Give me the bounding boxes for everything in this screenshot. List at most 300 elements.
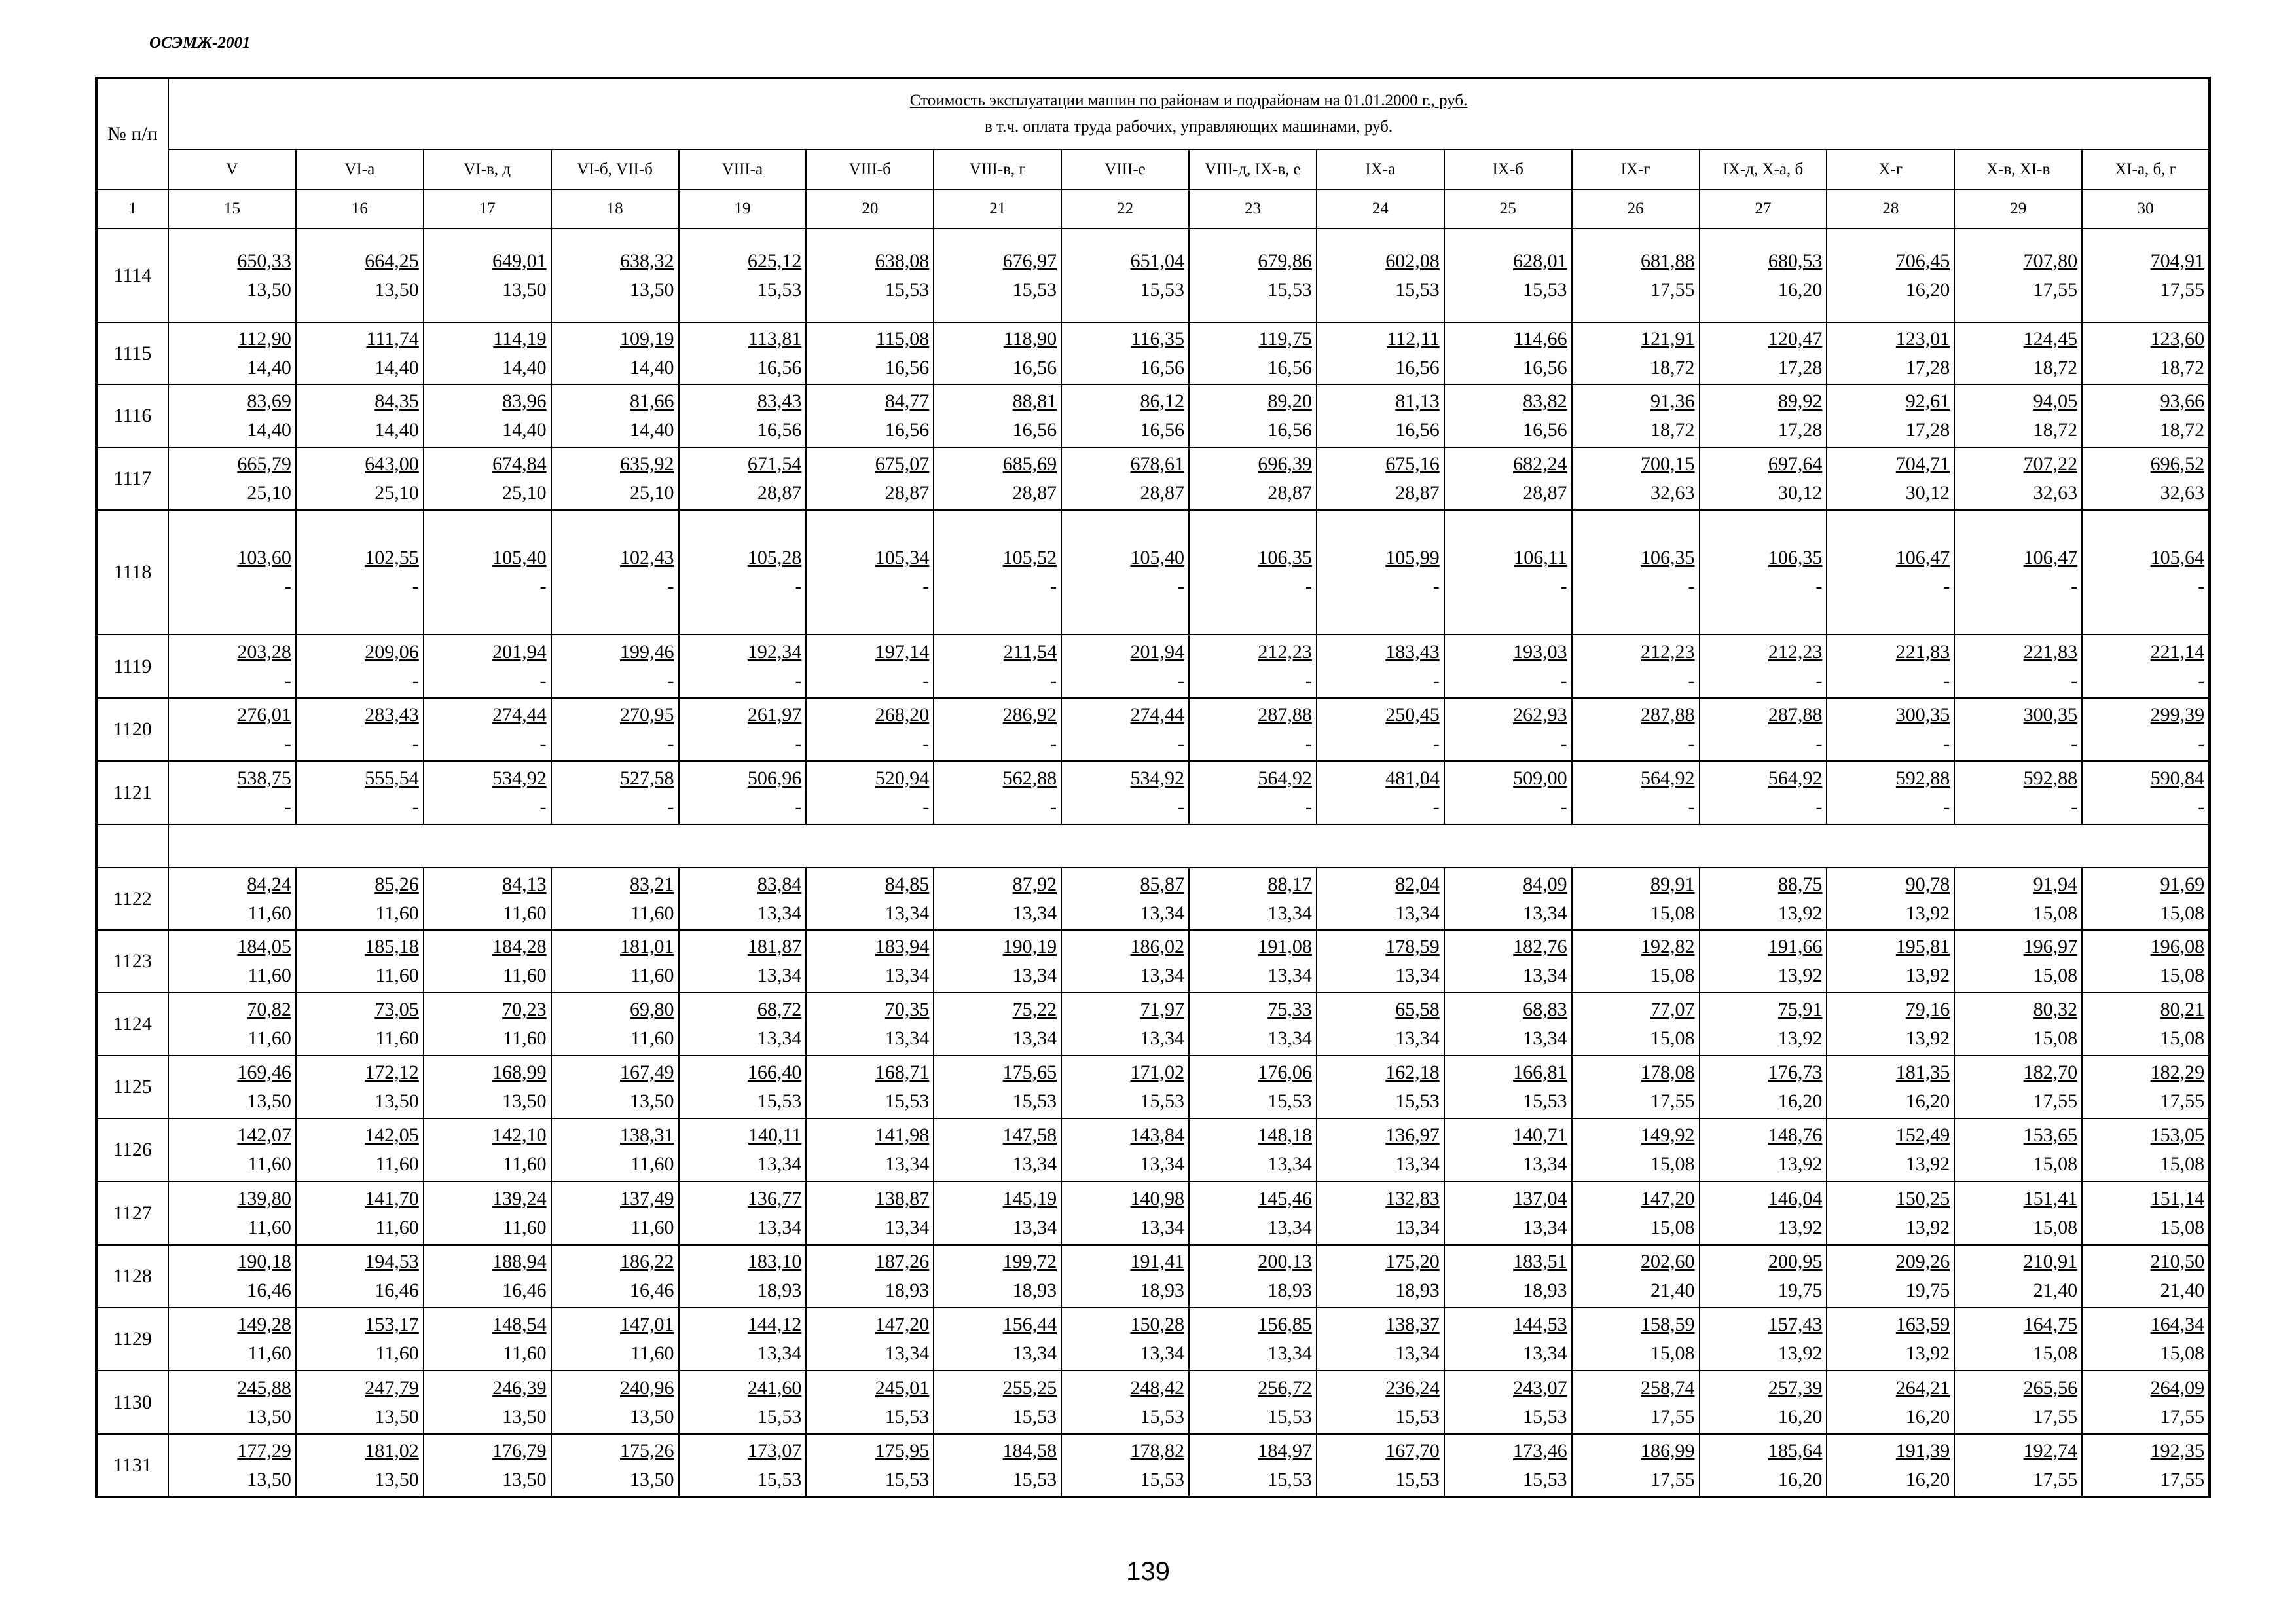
value-pair xyxy=(1955,1310,2081,1368)
column-number: 22 xyxy=(1061,189,1189,229)
value-cell xyxy=(1700,384,1827,447)
value-cell xyxy=(1061,1245,1189,1308)
labor-cost-value: 13,34 xyxy=(1267,1153,1312,1175)
value-cell xyxy=(679,1056,807,1118)
labor-cost-value: 11,60 xyxy=(630,1342,674,1364)
labor-cost-value: 13,34 xyxy=(1140,1153,1184,1175)
table-row xyxy=(96,384,2210,447)
value-pair xyxy=(424,387,551,445)
labor-cost-value: 21,40 xyxy=(2033,1280,2078,1301)
labor-cost-value: 15,53 xyxy=(1012,1468,1057,1490)
value-cell xyxy=(1317,930,1444,993)
value-cell xyxy=(1954,1181,2082,1245)
labor-cost-value: 18,72 xyxy=(1650,356,1695,378)
value-cell xyxy=(2082,1181,2210,1245)
labor-cost-value: 15,08 xyxy=(2033,1027,2078,1049)
machine-cost-value: 70,23 xyxy=(502,999,547,1020)
value-cell xyxy=(424,698,551,761)
labor-cost-value: 15,08 xyxy=(1650,965,1695,986)
value-cell xyxy=(679,698,807,761)
value-pair xyxy=(1062,1247,1188,1305)
value-cell xyxy=(806,1245,934,1308)
machine-cost-value: 300,35 xyxy=(2023,704,2078,726)
labor-cost-value: - xyxy=(667,576,674,597)
value-pair xyxy=(1445,764,1571,822)
row-id: 1130 xyxy=(96,1371,168,1434)
labor-cost-value: 15,53 xyxy=(884,1468,930,1490)
machine-cost-value: 665,79 xyxy=(237,453,291,475)
value-pair xyxy=(1700,544,1827,601)
machine-cost-value: 151,41 xyxy=(2023,1187,2078,1209)
labor-cost-value: - xyxy=(922,576,930,597)
machine-cost-value: 167,49 xyxy=(620,1061,674,1083)
value-cell xyxy=(1317,698,1444,761)
value-pair xyxy=(2083,1374,2208,1431)
labor-cost-value: - xyxy=(1560,576,1567,597)
value-pair xyxy=(297,387,423,445)
labor-cost-value: - xyxy=(2198,576,2205,597)
value-cell xyxy=(296,510,424,635)
value-cell xyxy=(1317,447,1444,510)
value-cell xyxy=(1317,1434,1444,1497)
page-number: 139 xyxy=(1126,1557,1170,1586)
labor-cost-value: 14,40 xyxy=(630,356,674,378)
value-cell xyxy=(1827,698,1954,761)
labor-cost-value: 25,10 xyxy=(247,482,291,504)
value-cell xyxy=(1700,698,1827,761)
machine-cost-value: 255,25 xyxy=(1002,1376,1057,1399)
value-pair xyxy=(2083,1247,2208,1305)
labor-cost-value: - xyxy=(1560,669,1567,692)
value-cell xyxy=(168,1118,296,1181)
labor-cost-value: - xyxy=(2198,796,2205,818)
labor-cost-value: 14,40 xyxy=(247,356,291,378)
value-pair xyxy=(1573,932,1699,990)
value-pair xyxy=(1062,1310,1188,1368)
value-cell xyxy=(1700,635,1827,698)
value-pair xyxy=(1445,701,1571,758)
value-pair xyxy=(297,1121,423,1179)
value-pair xyxy=(1573,1374,1699,1431)
value-pair xyxy=(1955,387,2081,445)
value-pair xyxy=(1827,932,1954,990)
machine-cost-value: 247,79 xyxy=(365,1376,419,1399)
labor-cost-value: - xyxy=(1305,669,1312,692)
machine-cost-value: 106,35 xyxy=(1641,547,1695,568)
labor-cost-value: 13,92 xyxy=(1777,1027,1823,1049)
value-cell xyxy=(806,510,934,635)
table-row xyxy=(96,1181,2210,1245)
value-pair xyxy=(1445,450,1571,507)
labor-cost-value: 13,50 xyxy=(502,1468,547,1490)
labor-cost-value: 15,08 xyxy=(1650,1027,1695,1049)
machine-cost-value: 102,43 xyxy=(620,547,674,568)
value-pair xyxy=(680,764,806,822)
value-cell xyxy=(424,1434,551,1497)
value-pair xyxy=(297,1437,423,1494)
machine-cost-value: 287,88 xyxy=(1641,704,1695,726)
labor-cost-value: 15,53 xyxy=(1012,278,1057,301)
value-cell xyxy=(1572,930,1700,993)
value-cell xyxy=(1189,1181,1317,1245)
machine-cost-value: 210,91 xyxy=(2023,1251,2078,1272)
value-pair xyxy=(1955,1121,2081,1179)
labor-cost-value: - xyxy=(1178,796,1184,818)
value-pair xyxy=(1700,1247,1827,1305)
value-pair xyxy=(1317,387,1444,445)
value-pair xyxy=(1062,1185,1188,1242)
labor-cost-value: 15,53 xyxy=(1267,1090,1312,1112)
value-pair xyxy=(2083,764,2208,822)
labor-cost-value: - xyxy=(412,733,419,754)
machine-cost-value: 538,75 xyxy=(237,767,291,789)
value-cell xyxy=(806,868,934,930)
labor-cost-value: - xyxy=(1050,669,1057,692)
labor-cost-value: 16,46 xyxy=(502,1280,547,1301)
labor-cost-value: 11,60 xyxy=(247,1153,291,1175)
value-pair xyxy=(424,544,551,601)
value-pair xyxy=(1700,1058,1827,1116)
value-cell xyxy=(168,993,296,1056)
machine-cost-value: 287,88 xyxy=(1258,704,1312,726)
value-cell xyxy=(2082,930,2210,993)
value-cell xyxy=(1189,447,1317,510)
machine-cost-value: 70,82 xyxy=(247,999,291,1020)
machine-cost-value: 105,99 xyxy=(1385,547,1440,568)
labor-cost-value: 13,92 xyxy=(1905,1027,1950,1049)
machine-cost-value: 77,07 xyxy=(1650,999,1695,1020)
machine-cost-value: 149,28 xyxy=(237,1314,291,1335)
labor-cost-value: 13,92 xyxy=(1905,1216,1950,1238)
machine-cost-value: 299,39 xyxy=(2150,704,2205,726)
value-cell xyxy=(168,635,296,698)
labor-cost-value: - xyxy=(667,796,674,818)
value-pair xyxy=(1062,1437,1188,1494)
machine-cost-value: 191,66 xyxy=(1768,936,1823,957)
labor-cost-value: 13,50 xyxy=(374,278,419,301)
table-row xyxy=(96,229,2210,322)
labor-cost-value: 13,34 xyxy=(1523,965,1567,986)
value-pair xyxy=(169,1247,295,1305)
value-pair xyxy=(1317,1374,1444,1431)
value-cell xyxy=(2082,384,2210,447)
labor-cost-value: 11,60 xyxy=(630,1027,674,1049)
labor-cost-value: 18,93 xyxy=(757,1280,802,1301)
column-number: 23 xyxy=(1189,189,1317,229)
machine-cost-value: 173,46 xyxy=(1513,1439,1567,1462)
value-cell xyxy=(1061,635,1189,698)
value-pair xyxy=(169,932,295,990)
value-pair xyxy=(1955,325,2081,382)
column-number: 19 xyxy=(679,189,807,229)
value-pair xyxy=(1317,1437,1444,1494)
machine-cost-value: 643,00 xyxy=(365,453,419,475)
value-pair xyxy=(297,450,423,507)
machine-cost-value: 89,91 xyxy=(1650,873,1695,895)
labor-cost-value: 15,53 xyxy=(1012,1405,1057,1428)
value-pair xyxy=(1700,1121,1827,1179)
value-cell xyxy=(1827,635,1954,698)
value-pair xyxy=(1827,1058,1954,1116)
machine-cost-value: 168,99 xyxy=(492,1061,547,1083)
column-number: 24 xyxy=(1317,189,1444,229)
table-row xyxy=(96,447,2210,510)
machine-cost-value: 175,95 xyxy=(875,1439,930,1462)
value-cell xyxy=(1572,698,1700,761)
value-cell xyxy=(2082,229,2210,322)
value-cell xyxy=(1189,229,1317,322)
value-pair xyxy=(1700,1374,1827,1431)
machine-cost-value: 186,99 xyxy=(1641,1439,1695,1462)
value-cell xyxy=(1317,1181,1444,1245)
value-cell xyxy=(1954,761,2082,824)
labor-cost-value: 13,34 xyxy=(1012,965,1057,986)
machine-cost-value: 148,76 xyxy=(1768,1124,1823,1146)
column-header: IX-б xyxy=(1444,149,1572,189)
row-id: 1122 xyxy=(96,868,168,930)
value-pair xyxy=(169,764,295,822)
labor-cost-value: 13,92 xyxy=(1777,1216,1823,1238)
labor-cost-value: 25,10 xyxy=(374,482,419,504)
value-pair xyxy=(807,1185,933,1242)
value-cell xyxy=(1572,1245,1700,1308)
value-cell xyxy=(168,698,296,761)
value-pair xyxy=(934,764,1061,822)
value-cell xyxy=(1317,1056,1444,1118)
value-pair xyxy=(1062,638,1188,695)
machine-cost-value: 221,83 xyxy=(1895,640,1950,663)
value-pair xyxy=(680,544,806,601)
labor-cost-value: 11,60 xyxy=(630,1153,674,1175)
machine-cost-value: 707,80 xyxy=(2023,249,2078,272)
machine-cost-value: 88,17 xyxy=(1267,873,1312,895)
value-pair xyxy=(1827,325,1954,382)
value-cell xyxy=(1444,1118,1572,1181)
machine-cost-value: 555,54 xyxy=(365,767,419,789)
labor-cost-value: 15,08 xyxy=(2160,1027,2205,1049)
value-cell xyxy=(1572,761,1700,824)
machine-cost-value: 148,54 xyxy=(492,1314,547,1335)
labor-cost-value: 13,50 xyxy=(630,1405,674,1428)
value-pair xyxy=(1445,995,1571,1053)
machine-cost-value: 89,20 xyxy=(1267,390,1312,412)
machine-cost-value: 168,71 xyxy=(875,1061,930,1083)
value-cell xyxy=(1827,1118,1954,1181)
machine-cost-value: 120,47 xyxy=(1768,327,1823,350)
value-cell xyxy=(551,1308,679,1371)
value-pair xyxy=(552,932,678,990)
value-pair xyxy=(1317,544,1444,601)
labor-cost-value: - xyxy=(284,733,291,754)
value-pair xyxy=(1062,387,1188,445)
value-pair xyxy=(1573,1058,1699,1116)
value-cell xyxy=(1827,1245,1954,1308)
value-cell xyxy=(2082,1245,2210,1308)
labor-cost-value: - xyxy=(539,796,547,818)
labor-cost-value: 13,50 xyxy=(247,1090,291,1112)
machine-cost-value: 178,59 xyxy=(1385,936,1440,957)
column-number: 30 xyxy=(2082,189,2210,229)
value-cell xyxy=(679,447,807,510)
machine-cost-value: 103,60 xyxy=(237,547,291,568)
labor-cost-value: - xyxy=(1815,733,1823,754)
machine-cost-value: 112,11 xyxy=(1387,327,1440,350)
labor-cost-value: 13,34 xyxy=(1395,1216,1440,1238)
value-pair xyxy=(1317,450,1444,507)
value-pair xyxy=(424,1437,551,1494)
labor-cost-value: - xyxy=(1943,733,1950,754)
value-pair xyxy=(552,701,678,758)
value-cell xyxy=(934,322,1061,384)
value-pair xyxy=(1190,387,1316,445)
value-pair xyxy=(680,247,806,304)
machine-cost-value: 181,87 xyxy=(747,936,802,957)
labor-cost-value: 16,56 xyxy=(1395,356,1440,378)
machine-cost-value: 102,55 xyxy=(365,547,419,568)
labor-cost-value: 15,53 xyxy=(1395,1405,1440,1428)
machine-cost-value: 562,88 xyxy=(1002,767,1057,789)
machine-cost-value: 274,44 xyxy=(492,704,547,726)
labor-cost-value: 14,40 xyxy=(374,356,419,378)
machine-cost-value: 696,39 xyxy=(1258,453,1312,475)
value-cell xyxy=(934,698,1061,761)
machine-cost-value: 105,64 xyxy=(2150,547,2205,568)
value-cell xyxy=(296,1056,424,1118)
table-row xyxy=(96,1056,2210,1118)
value-cell xyxy=(1189,1371,1317,1434)
value-pair xyxy=(1827,764,1954,822)
machine-cost-value: 283,43 xyxy=(365,704,419,726)
machine-cost-value: 91,94 xyxy=(2033,873,2078,895)
value-cell xyxy=(1189,635,1317,698)
labor-cost-value: 13,92 xyxy=(1777,902,1823,924)
machine-cost-value: 164,75 xyxy=(2023,1314,2078,1335)
value-pair xyxy=(552,1310,678,1368)
column-header: IX-а xyxy=(1317,149,1444,189)
value-pair xyxy=(1190,1374,1316,1431)
value-pair xyxy=(1573,701,1699,758)
value-pair xyxy=(169,638,295,695)
labor-cost-value: 15,53 xyxy=(1267,1405,1312,1428)
value-pair xyxy=(680,325,806,382)
labor-cost-value: 18,93 xyxy=(884,1280,930,1301)
machine-cost-value: 144,53 xyxy=(1513,1314,1567,1335)
value-pair xyxy=(1190,544,1316,601)
labor-cost-value: 13,34 xyxy=(1012,902,1057,924)
machine-cost-value: 188,94 xyxy=(492,1251,547,1272)
value-cell xyxy=(424,1308,551,1371)
machine-cost-value: 241,60 xyxy=(747,1376,802,1399)
labor-cost-value: 11,60 xyxy=(503,1216,547,1238)
value-cell xyxy=(296,1181,424,1245)
value-pair xyxy=(552,1121,678,1179)
row-id: 1118 xyxy=(96,510,168,635)
machine-cost-value: 527,58 xyxy=(620,767,674,789)
machine-cost-value: 73,05 xyxy=(374,999,419,1020)
value-pair xyxy=(1700,638,1827,695)
value-cell xyxy=(1317,1371,1444,1434)
value-pair xyxy=(424,450,551,507)
value-cell xyxy=(2082,447,2210,510)
value-cell xyxy=(1061,1308,1189,1371)
machine-cost-value: 139,80 xyxy=(237,1187,291,1209)
labor-cost-value: - xyxy=(412,669,419,692)
machine-cost-value: 93,66 xyxy=(2160,390,2205,412)
value-pair xyxy=(807,638,933,695)
value-cell xyxy=(1572,1371,1700,1434)
value-cell xyxy=(1061,322,1189,384)
labor-cost-value: 13,50 xyxy=(502,1405,547,1428)
header-numbers-row xyxy=(96,189,2210,229)
machine-cost-value: 195,81 xyxy=(1895,936,1950,957)
machine-cost-value: 212,23 xyxy=(1258,640,1312,663)
machine-cost-value: 142,05 xyxy=(365,1124,419,1146)
value-pair xyxy=(1062,325,1188,382)
labor-cost-value: 13,92 xyxy=(1777,965,1823,986)
machine-cost-value: 191,08 xyxy=(1258,936,1312,957)
value-cell xyxy=(551,510,679,635)
machine-cost-value: 84,85 xyxy=(884,873,930,895)
value-cell xyxy=(1189,698,1317,761)
labor-cost-value: 17,55 xyxy=(2160,1090,2205,1112)
labor-cost-value: 13,92 xyxy=(1905,902,1950,924)
labor-cost-value: - xyxy=(795,576,802,597)
value-pair xyxy=(1955,764,2081,822)
value-cell xyxy=(424,1245,551,1308)
column-number: 20 xyxy=(806,189,934,229)
machine-cost-value: 80,32 xyxy=(2033,999,2078,1020)
machine-cost-value: 193,03 xyxy=(1513,640,1567,663)
machine-cost-value: 592,88 xyxy=(1895,767,1950,789)
labor-cost-value: 16,46 xyxy=(630,1280,674,1301)
value-pair xyxy=(2083,932,2208,990)
machine-cost-value: 184,58 xyxy=(1002,1439,1057,1462)
machine-cost-value: 68,72 xyxy=(757,999,802,1020)
value-cell xyxy=(1954,868,2082,930)
value-cell xyxy=(1317,1245,1444,1308)
value-pair xyxy=(807,544,933,601)
value-cell xyxy=(2082,1308,2210,1371)
labor-cost-value: 13,34 xyxy=(884,1216,930,1238)
value-cell xyxy=(1444,1181,1572,1245)
labor-cost-value: 16,56 xyxy=(884,356,930,378)
column-header: VIII-е xyxy=(1061,149,1189,189)
labor-cost-value: 13,34 xyxy=(757,965,802,986)
labor-cost-value: 13,50 xyxy=(374,1090,419,1112)
value-cell xyxy=(296,1245,424,1308)
value-cell xyxy=(1061,993,1189,1056)
value-pair xyxy=(1445,870,1571,928)
labor-cost-value: 19,75 xyxy=(1905,1280,1950,1301)
value-pair xyxy=(680,932,806,990)
column-number: 27 xyxy=(1700,189,1827,229)
labor-cost-value: - xyxy=(922,733,930,754)
value-cell xyxy=(934,930,1061,993)
labor-cost-value: 17,55 xyxy=(2160,1405,2205,1428)
value-cell xyxy=(1061,761,1189,824)
value-cell xyxy=(296,993,424,1056)
machine-cost-value: 105,40 xyxy=(492,547,547,568)
column-header: XI-а, б, г xyxy=(2082,149,2210,189)
machine-cost-value: 192,82 xyxy=(1641,936,1695,957)
labor-cost-value: 11,60 xyxy=(247,965,291,986)
labor-cost-value: 28,87 xyxy=(1012,482,1057,504)
value-cell xyxy=(1954,1245,2082,1308)
separator-cell xyxy=(96,824,168,868)
value-cell xyxy=(1700,322,1827,384)
value-cell xyxy=(679,322,807,384)
value-cell xyxy=(424,1181,551,1245)
